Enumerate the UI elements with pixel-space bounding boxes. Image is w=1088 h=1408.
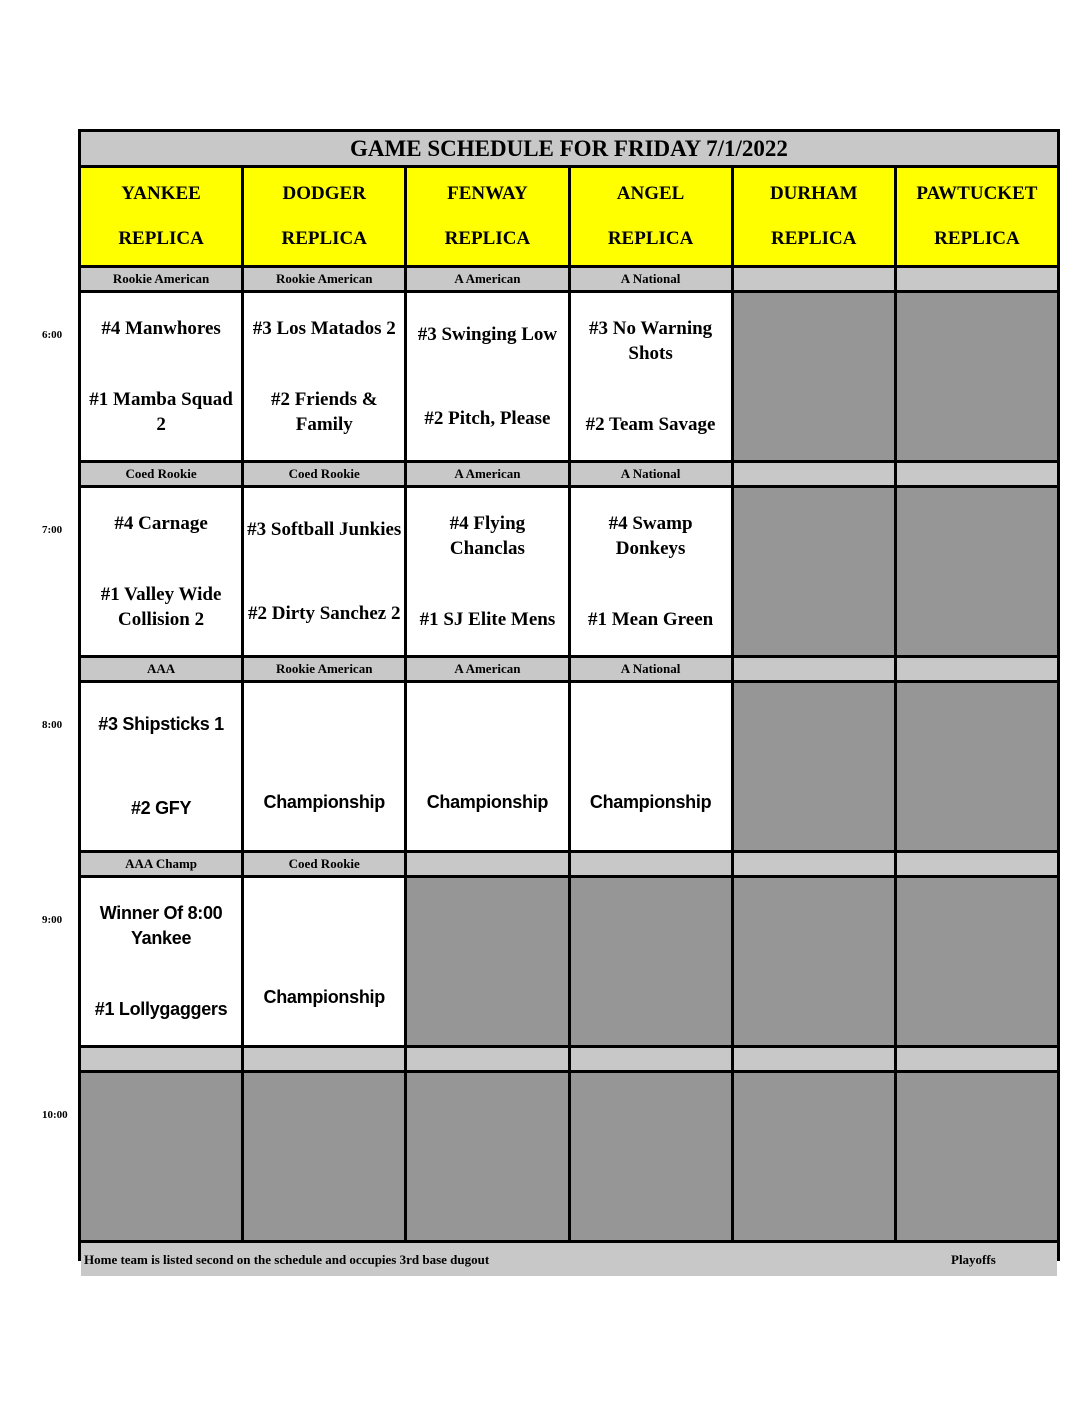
away-team: #3 Softball Junkies bbox=[247, 519, 402, 541]
away-team: #4 Carnage bbox=[114, 513, 208, 534]
division-label: Coed Rookie bbox=[244, 463, 404, 485]
field-subtitle: REPLICA bbox=[770, 227, 857, 249]
empty-slot bbox=[571, 878, 731, 1045]
division-label bbox=[897, 268, 1057, 290]
away-team: Winner Of 8:00 Yankee bbox=[99, 903, 223, 948]
home-team: #2 Dirty Sanchez 2 bbox=[247, 602, 401, 624]
empty-slot bbox=[897, 488, 1057, 655]
field-name: ANGEL bbox=[616, 183, 685, 205]
division-label bbox=[897, 1048, 1057, 1070]
schedule-title: GAME SCHEDULE FOR FRIDAY 7/1/2022 bbox=[81, 132, 1057, 165]
field-subtitle: REPLICA bbox=[607, 227, 694, 249]
away-team: #3 No Warning Shots bbox=[588, 318, 713, 364]
time-label: 7:00 bbox=[42, 524, 63, 536]
division-label: A National bbox=[571, 463, 731, 485]
game-cell bbox=[81, 293, 241, 460]
game-cell bbox=[571, 683, 731, 850]
empty-slot bbox=[571, 1073, 731, 1240]
empty-slot bbox=[244, 1073, 404, 1240]
away-team: #3 Shipsticks 1 bbox=[98, 714, 224, 735]
time-label: 6:00 bbox=[42, 329, 63, 341]
empty-slot bbox=[897, 683, 1057, 850]
division-label bbox=[734, 268, 894, 290]
game-cell bbox=[407, 293, 567, 460]
division-label bbox=[81, 1048, 241, 1070]
empty-slot bbox=[734, 1073, 894, 1240]
empty-slot bbox=[734, 878, 894, 1045]
game-cell bbox=[81, 488, 241, 655]
game-cell bbox=[81, 878, 241, 1045]
division-label bbox=[897, 853, 1057, 875]
field-name: DURHAM bbox=[769, 183, 858, 205]
home-team: Championship bbox=[263, 791, 385, 812]
empty-slot bbox=[734, 293, 894, 460]
division-label: Coed Rookie bbox=[244, 853, 404, 875]
time-label: 10:00 bbox=[42, 1109, 68, 1121]
division-label: A American bbox=[407, 658, 567, 680]
away-team: #4 Flying Chanclas bbox=[449, 513, 526, 559]
division-label bbox=[571, 1048, 731, 1070]
division-label: AAA Champ bbox=[81, 853, 241, 875]
division-label: Rookie American bbox=[81, 268, 241, 290]
playoffs-legend: Playoffs bbox=[951, 1251, 996, 1267]
field-subtitle: REPLICA bbox=[281, 227, 367, 249]
time-label: 8:00 bbox=[42, 719, 63, 731]
division-label bbox=[734, 853, 894, 875]
game-cell bbox=[407, 488, 567, 655]
division-label bbox=[734, 463, 894, 485]
division-label: AAA bbox=[81, 658, 241, 680]
footer-bar bbox=[81, 1243, 1057, 1276]
game-cell bbox=[407, 683, 567, 850]
home-team: #1 Mamba Squad 2 bbox=[89, 389, 233, 435]
division-label: A National bbox=[571, 658, 731, 680]
home-team: #2 Pitch, Please bbox=[424, 407, 551, 429]
empty-slot bbox=[897, 1073, 1057, 1240]
home-team-note: Home team is listed second on the schedule and occupies 3rd base dugout bbox=[84, 1251, 490, 1267]
field-name: FENWAY bbox=[447, 183, 528, 205]
field-header-durham bbox=[734, 168, 894, 265]
field-subtitle: REPLICA bbox=[934, 227, 1020, 249]
field-header-fenway bbox=[407, 168, 567, 265]
home-team: Championship bbox=[589, 791, 712, 812]
field-subtitle: REPLICA bbox=[118, 227, 204, 249]
schedule-table bbox=[78, 129, 1060, 1267]
game-cell bbox=[571, 293, 731, 460]
division-label bbox=[734, 1048, 894, 1070]
division-label bbox=[407, 1048, 567, 1070]
empty-slot bbox=[897, 293, 1057, 460]
away-team: #3 Swinging Low bbox=[417, 324, 558, 346]
field-name: PAWTUCKET bbox=[916, 183, 1038, 205]
game-cell bbox=[244, 293, 404, 460]
division-label bbox=[407, 853, 567, 875]
home-team: Championship bbox=[263, 986, 385, 1007]
field-name: YANKEE bbox=[121, 183, 201, 205]
field-header-pawtucket bbox=[897, 168, 1057, 265]
field-name: DODGER bbox=[282, 183, 366, 205]
division-label: Coed Rookie bbox=[81, 463, 241, 485]
game-cell bbox=[244, 683, 404, 850]
home-team: #1 SJ Elite Mens bbox=[419, 609, 556, 630]
division-label: Rookie American bbox=[244, 658, 404, 680]
empty-slot bbox=[81, 1073, 241, 1240]
empty-slot bbox=[407, 1073, 567, 1240]
home-team: #2 GFY bbox=[130, 797, 192, 818]
empty-slot bbox=[734, 683, 894, 850]
away-team: #4 Manwhores bbox=[101, 318, 221, 339]
field-header-yankee bbox=[81, 168, 241, 265]
division-label bbox=[571, 853, 731, 875]
empty-slot bbox=[734, 488, 894, 655]
home-team: #1 Lollygaggers bbox=[94, 999, 228, 1019]
time-label: 9:00 bbox=[42, 914, 63, 926]
division-label: A National bbox=[571, 268, 731, 290]
division-label: Rookie American bbox=[244, 268, 404, 290]
division-label bbox=[734, 658, 894, 680]
field-header-angel bbox=[571, 168, 731, 265]
away-team: #3 Los Matados 2 bbox=[252, 318, 396, 339]
home-team: Championship bbox=[426, 791, 549, 812]
game-cell bbox=[244, 878, 404, 1045]
home-team: #1 Valley Wide Collision 2 bbox=[100, 584, 222, 630]
home-team: #2 Friends & Family bbox=[270, 389, 378, 435]
away-team: #4 Swamp Donkeys bbox=[608, 513, 693, 559]
field-header-dodger bbox=[244, 168, 404, 265]
field-subtitle: REPLICA bbox=[444, 227, 531, 249]
empty-slot bbox=[897, 878, 1057, 1045]
game-cell bbox=[244, 488, 404, 655]
game-cell bbox=[81, 683, 241, 850]
time-column bbox=[0, 0, 78, 1408]
empty-slot bbox=[407, 878, 567, 1045]
division-label: A American bbox=[407, 268, 567, 290]
division-label bbox=[897, 463, 1057, 485]
division-label bbox=[897, 658, 1057, 680]
home-team: #2 Team Savage bbox=[585, 414, 716, 435]
game-cell bbox=[571, 488, 731, 655]
home-team: #1 Mean Green bbox=[587, 609, 714, 630]
division-label bbox=[244, 1048, 404, 1070]
division-label: A American bbox=[407, 463, 567, 485]
